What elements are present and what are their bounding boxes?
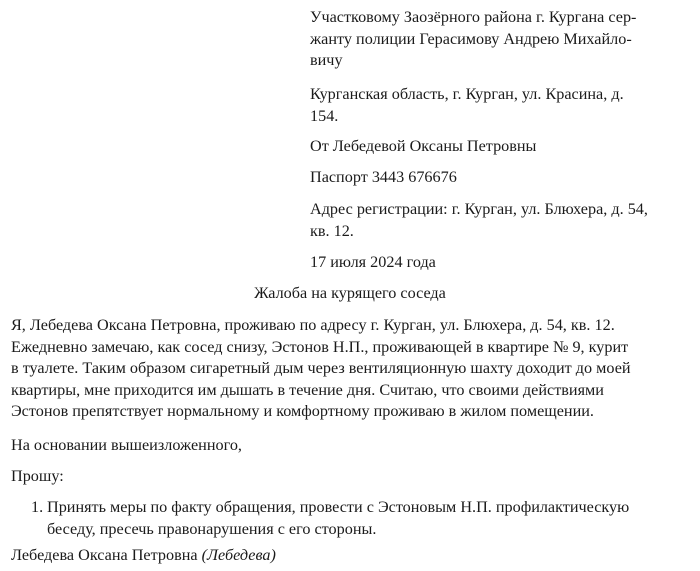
basis-statement: На основании вышеизложенного, — [11, 436, 242, 454]
registration-line: кв. 12. — [310, 221, 354, 240]
body-line: Ежедневно замечаю, как сосед снизу, Эстонов Н.П., проживающей в квартире № 9, курит — [11, 337, 629, 356]
document-date: 17 июля 2024 года — [310, 253, 436, 271]
registration-address — [310, 199, 692, 242]
recipient-line: вичу — [310, 51, 343, 69]
recipient-line: жанту полиции Герасимову Андрею Михайло- — [310, 29, 632, 48]
list-item — [11, 497, 690, 540]
recipient-line: Участковому Заозёрного района г. Кургана сер- — [310, 8, 637, 26]
list-item-line: Принять меры по факту обращения, провести с Эстоновым Н.П. профилактическую — [47, 498, 630, 516]
address-line: Курганская область, г. Курган, ул. Красина, д. — [310, 85, 624, 103]
recipient-block — [310, 7, 692, 72]
signature-handwritten: (Лебедева) — [201, 546, 276, 564]
document-title: Жалоба на курящего соседа — [254, 284, 446, 302]
address-line: 154. — [310, 106, 339, 125]
list-item-line: беседу, пресечь правонарушения с его стороны. — [47, 519, 377, 538]
signature-line — [11, 545, 276, 567]
request-label: Прошу: — [11, 467, 64, 485]
recipient-address — [310, 84, 692, 127]
body-line: Я, Лебедева Оксана Петровна, проживаю по адресу г. Курган, ул. Блюхера, д. 54, кв. 12. — [11, 316, 615, 334]
request-list — [11, 497, 690, 540]
signature-name: Лебедева Оксана Петровна — [11, 546, 198, 564]
list-item-number: 1. — [31, 498, 44, 516]
registration-line: Адрес регистрации: г. Курган, ул. Блюхера, д. 54, — [310, 200, 648, 218]
passport-number: Паспорт 3443 676676 — [310, 168, 457, 186]
body-line: в туалете. Таким образом сигаретный дым через вентиляционную шахту доходит до моей — [11, 359, 631, 377]
complaint-body — [11, 315, 690, 423]
sender-name: От Лебедевой Оксаны Петровны — [310, 137, 537, 155]
body-line: Эстонов препятствует нормальному и комфортному проживаю в жилом помещении. — [11, 402, 594, 420]
body-line: квартиры, мне приходится им дышать в течение дня. Считаю, что своими действиями — [11, 380, 604, 399]
